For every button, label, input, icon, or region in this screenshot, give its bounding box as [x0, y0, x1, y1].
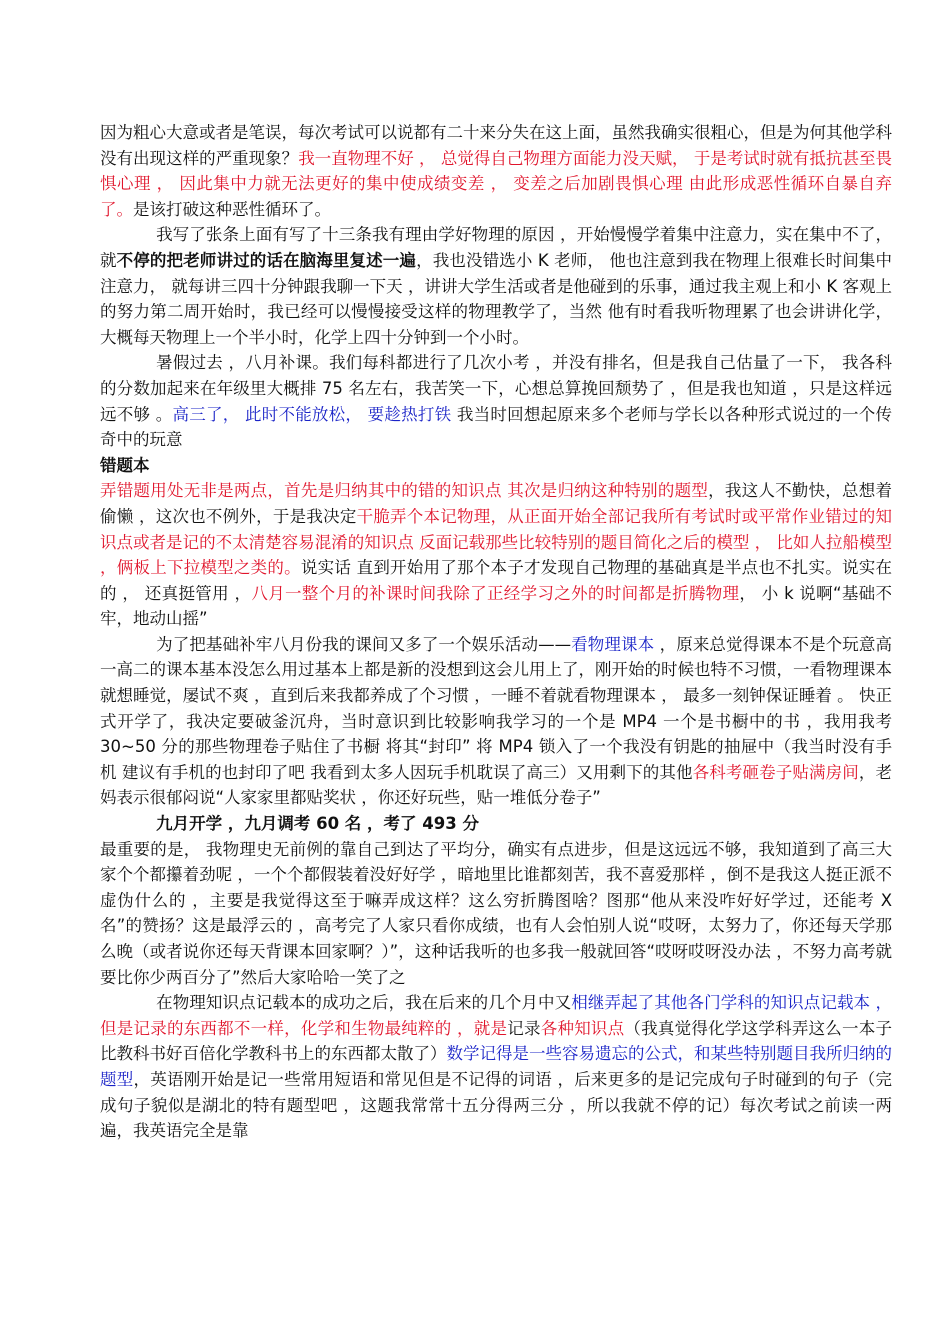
paragraph	[100, 632, 892, 811]
paragraph	[100, 222, 892, 350]
text-run: ，英语刚开始是记一些常用短语和常见但是不记得的词语 ，后来更多的是记完成句子时碰到的句子（完成句子貌似是湖北的特有题型吧 ，这题我常常十五分得两三分 ，所以我就不停的记）每次考试之前读一两遍，我英语完全是靠	[100, 1069, 893, 1141]
paragraph	[100, 990, 892, 1144]
section-heading: 错题本	[100, 455, 150, 475]
text-run-red: 我一直物理不好 ， 总觉得自己物理方面能力没天赋， 于是考试时就有抵抗甚至畏惧心理 ， 因此集中力就无法更好的集中使成绩变差 ， 变差之后加剧畏惧心理 由此形成恶性循环自暴自弃了。	[100, 148, 892, 219]
text-run-blue: 相继弄起了其他各门学科的知识点记载本 ，	[571, 993, 893, 1013]
text-run-red: 弄错题用处无非是两点，首先是归纳其中的错的知识点 其次是归纳这种特别的题型	[100, 481, 709, 501]
text-run: ，我这人不勤快，总想着偷懒 ，这次也不例外，于是我决定	[100, 481, 893, 526]
text-run-red: 八月一整个月的补课时间我除了正经学习之外的时间都是折腾物理	[251, 583, 740, 603]
text-run: ，我也没错选小 K 老师， 他也注意到我在物理上很难长时间集中注意力， 就每讲三四十分钟跟我聊一下天 ，讲讲大学生活或者是他碰到的乐事，通过我主观上和小 K 客观上的努力第二周开始时，我已经可以慢慢接受这样的物理教学了，当然 他有时看我听物理累了也会讲讲化学，大概每天物理上一个半小时，化学上四十分钟到一个小时。	[100, 250, 893, 347]
text-run: 暑假过去 ，八月补课。我们每科都进行了几次小考 ，并没有排名，但是我自己估量了一下， 我各科的分数加起来在年级里大概排 75 名左右，我苦笑一下，心想总算挽回颓势了 ，但是我也知道 ，只是这样远远不够 。	[100, 353, 892, 424]
text-run: 说实话 直到开始用了那个本子才发现自己物理的基础真是半点也不扎实。说实在的 ， 还真挺管用 ，	[100, 558, 892, 603]
paragraph	[100, 120, 892, 222]
text-run-bold: 不停的把老师讲过的话在脑海里复述一遍	[116, 250, 417, 270]
text-run-red: 但是记录的东西都不一样，化学和生物最纯粹的 ，就是	[100, 1018, 508, 1038]
text-run: 是该打破这种恶性循环了。	[133, 199, 331, 219]
paragraph	[100, 811, 892, 837]
text-run: （我真觉得化学这学科弄这么一本子比教科书好百倍化学教科书上的东西都太散了）	[100, 1018, 893, 1064]
text-run-blue: 数学记得是一些容易遗忘的公式，和某些特别题目我所归纳的题型	[100, 1044, 892, 1089]
text-run-blue: 看物理课本	[571, 634, 655, 654]
text-run-red: 各种知识点	[540, 1018, 625, 1038]
text-run-blue: 高三了， 此时不能放松， 要趁热打铁	[172, 404, 452, 424]
document-page	[100, 120, 892, 1144]
text-run-bold: 九月开学 ，九月调考 60 名 ，考了 493 分	[156, 814, 479, 834]
paragraph	[100, 478, 892, 632]
text-run: ，原来总觉得课本不是个玩意高一高二的课本基本没怎么用过基本上都是新的没想到这会儿用上了，刚开始的时候也特不习惯，一看物理课本就想睡觉，屡试不爽 ，直到后来我都养成了个习惯 ，一睡不着就看物理课本 ， 最多一刻钟保证睡着 。 快正式开学了，我决定要破釜沉舟，当时意识到比较影响我学习的一个是 MP4 一个是书橱中的书 ，我用我考 30~50 分的那些物理卷子贴住了书橱 将其“封印” 将 MP4 锁入了一个我没有钥匙的抽屉中（我当时没有手机 建议有手机的也封印了吧 我看到太多人因玩手机耽误了高三）又用剩下的其他	[100, 634, 893, 782]
text-run: ， 小 k 说啊“基础不牢，地动山摇”	[100, 583, 892, 629]
text-run: 我当时回想起原来多个老师与学长以各种形式说过的一个传奇中的玩意	[100, 404, 893, 450]
text-run: ，老妈表示很郁闷说“人家家里都贴奖状 ，你还好玩些，贴一堆低分卷子”	[100, 762, 892, 808]
paragraph	[100, 837, 892, 991]
text-run: 因为粗心大意或者是笔误，每次考试可以说都有二十来分失在这上面，虽然我确实很粗心，但是为何其他学科没有出现这样的严重现象？	[100, 123, 892, 168]
text-run-red: 各科考砸卷子贴满房间	[692, 762, 859, 782]
text-run: 为了把基础补牢八月份我的课间又多了一个娱乐活动——	[156, 634, 572, 654]
text-run-red: 干脆弄个本记物理，从正面开始全部记我所有考试时或平常作业错过的知识点或者是记的不太清楚容易混淆的知识点 反面记载那些比较特别的题目简化之后的模型 ， 比如人拉船模型 ，俩板上下拉模型之类的。	[100, 506, 892, 578]
text-run: 我写了张条上面有写了十三条我有理由学好物理的原因 ，开始慢慢学着集中注意力，实在集中不了，就	[100, 225, 892, 270]
paragraph	[100, 350, 892, 452]
text-run: 记录	[507, 1018, 541, 1038]
text-run: 在物理知识点记载本的成功之后，我在后来的几个月中又	[156, 993, 572, 1013]
text-run: 最重要的是， 我物理史无前例的靠自己到达了平均分，确实有点进步，但是这远远不够，我知道到了高三大 家个个都攥着劲呢 ，一个个都假装着没好好学 ，暗地里比谁都刻苦，我不喜爱那样 ，倒不是我这人挺正派不虚伪什么的 ，主要是我觉得这至于嘛弄成这样？这么穷折腾图啥？图那“他从来没咋好好学过，还能考 X 名”的赞扬？这是最浮云的 ，高考完了人家只看你成绩，也有人会怕别人说“哎呀，太努力了，你还每天学那么晚（或者说你还每天背课本回家啊？）”，这种话我听的也多我一般就回答“哎呀哎呀没办法 ，不努力高考就要比你少两百分了”然后大家哈哈一笑了之	[100, 839, 892, 987]
